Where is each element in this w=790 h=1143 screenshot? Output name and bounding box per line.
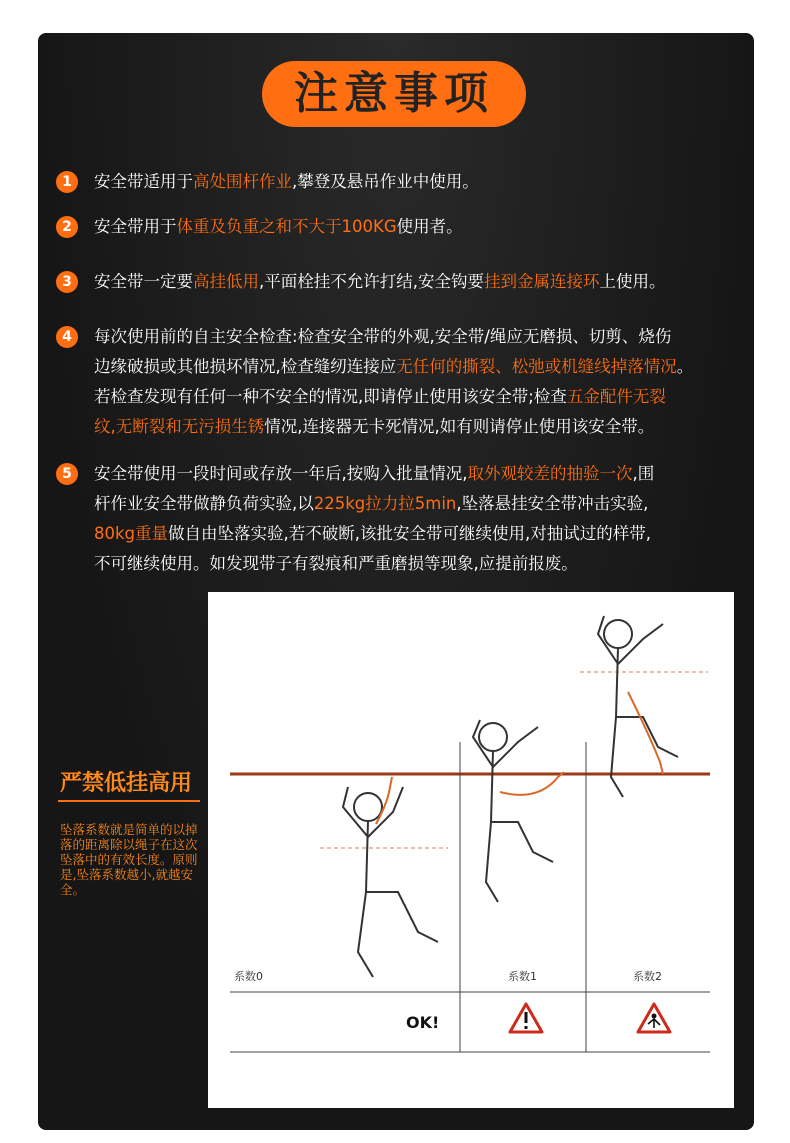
item-text-line <box>94 412 744 442</box>
factor-label-0: 系数0 <box>234 970 263 983</box>
highlight-text: 高处围杆作业 <box>193 172 292 191</box>
item-text-line <box>94 167 744 197</box>
side-description: 坠落系数就是简单的以掉落的距离除以绳子在这次坠落中的有效长度。原则是,坠落系数越小,就越安全。 <box>60 822 198 897</box>
body-text: 。 <box>676 357 694 376</box>
item-text-line <box>94 267 744 297</box>
warning-icon <box>510 1004 542 1032</box>
body-text: 安全带适用于 <box>94 172 193 191</box>
item-text <box>94 212 744 242</box>
body-text: ,围 <box>632 464 655 483</box>
highlight-text: 纹,无断裂和无污损生锈 <box>94 417 265 436</box>
body-text: ,平面栓挂不允许打结,安全钩要 <box>259 272 484 291</box>
ok-label: OK! <box>406 1013 440 1032</box>
factor-label-2: 系数2 <box>633 970 662 983</box>
highlight-text: 225kg拉力拉5min <box>313 494 457 513</box>
body-text: 若检查发现有任何一种不安全的情况,即请停止使用该安全带;检查 <box>94 387 567 406</box>
highlight-text: 挂到金属连接环 <box>484 272 600 291</box>
highlight-text: 80kg重量 <box>94 524 169 543</box>
highlight-text: 高挂低用 <box>193 272 259 291</box>
page-title: 注意事项 <box>262 61 526 127</box>
body-text: 边缘破损或其他损坏情况,检查缝纫连接应 <box>94 357 397 376</box>
climber-figure-2 <box>598 616 678 797</box>
body-text: ,攀登及悬吊作业中使用。 <box>292 172 479 191</box>
body-text: 情况,连接器无卡死情况,如有则请停止使用该安全带。 <box>264 417 655 436</box>
item-number-badge: 3 <box>56 271 78 293</box>
item-text <box>94 267 744 297</box>
item-text-line <box>94 459 744 489</box>
climber-figure-1 <box>473 720 564 902</box>
highlight-text: 无任何的撕裂、松弛或机缝线掉落情况 <box>396 357 677 376</box>
item-text <box>94 167 744 197</box>
side-divider <box>58 800 200 802</box>
item-text-line <box>94 322 744 352</box>
body-text: 每次使用前的自主安全检查:检查安全带的外观,安全带/绳应无磨损、切剪、烧伤 <box>94 327 672 346</box>
body-text: 使用者。 <box>396 217 463 236</box>
body-text: 杆作业安全带做静负荷实验,以 <box>94 494 314 513</box>
illustration-svg <box>208 592 734 1108</box>
item-text-line <box>94 519 744 549</box>
factor-label-1: 系数1 <box>508 970 537 983</box>
body-text: 安全带一定要 <box>94 272 193 291</box>
fall-hazard-icon <box>638 1004 670 1032</box>
highlight-text: 五金配件无裂 <box>566 387 666 406</box>
body-text: 不可继续使用。如发现带子有裂痕和严重磨损等现象,应提前报废。 <box>94 554 578 573</box>
fall-factor-illustration <box>208 592 734 1108</box>
item-text-line <box>94 212 744 242</box>
item-text <box>94 459 744 579</box>
item-number-badge: 4 <box>56 326 78 348</box>
body-text: ,坠落悬挂安全带冲击实验, <box>456 494 649 513</box>
item-text-line <box>94 352 744 382</box>
body-text: 安全带使用一段时间或存放一年后,按购入批量情况, <box>94 464 468 483</box>
body-text: 安全带用于 <box>94 217 177 236</box>
climber-figure-0 <box>343 777 438 977</box>
item-text-line <box>94 489 744 519</box>
item-number-badge: 1 <box>56 171 78 193</box>
item-number-badge: 2 <box>56 216 78 238</box>
item-number-badge: 5 <box>56 463 78 485</box>
side-title: 严禁低挂高用 <box>60 771 193 796</box>
item-text-line <box>94 549 744 579</box>
item-text <box>94 322 744 442</box>
highlight-text: 取外观较差的抽验一次 <box>467 464 633 483</box>
highlight-text: 体重及负重之和不大于100KG <box>176 217 397 236</box>
item-text-line <box>94 382 744 412</box>
body-text: 上使用。 <box>599 272 666 291</box>
body-text: 做自由坠落实验,若不破断,该批安全带可继续使用,对抽试过的样带, <box>168 524 652 543</box>
